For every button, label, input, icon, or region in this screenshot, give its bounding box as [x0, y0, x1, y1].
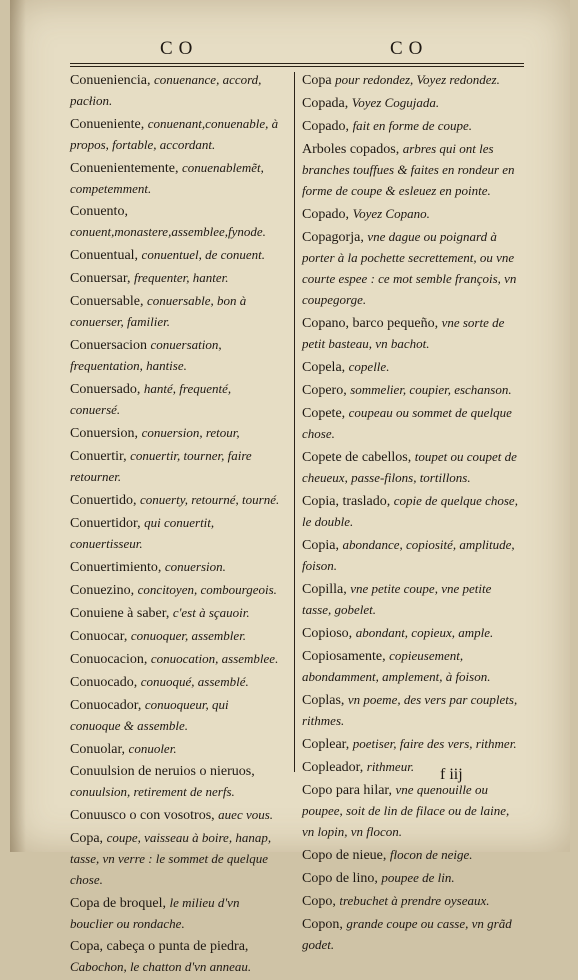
entry-headword: Conuertidor, — [70, 516, 145, 531]
dictionary-entry — [302, 227, 520, 311]
dictionary-entry — [302, 757, 520, 778]
dictionary-page — [10, 0, 570, 974]
entry-headword: Copleador, — [302, 760, 367, 775]
entry-headword: Copado, — [302, 119, 353, 134]
entry-headword: Copado, — [302, 207, 353, 222]
entry-headword: Copa, — [70, 831, 107, 846]
right-column — [302, 70, 520, 958]
dictionary-entry — [70, 245, 282, 266]
dictionary-entry — [70, 649, 282, 670]
entry-definition: pour redondez, Voyez redondez. — [335, 72, 500, 87]
entry-headword: Coplas, — [302, 693, 348, 708]
entry-headword: Conuertido, — [70, 493, 140, 508]
dictionary-entry — [70, 828, 282, 891]
entry-headword: Copano, barco pequeño, — [302, 316, 442, 331]
entry-headword: Copilla, — [302, 582, 351, 597]
entry-definition: conuersable, bon à conuerser, familier. — [70, 293, 247, 329]
dictionary-entry — [70, 557, 282, 578]
entry-definition: conuent,monastere,assemblee,fynode. — [70, 224, 266, 239]
entry-headword: Copete, — [302, 406, 349, 421]
entry-definition: toupet ou coupet de cheueux, passe-filons, tortillons. — [302, 449, 517, 485]
entry-definition: copie de quelque chose, le double. — [302, 493, 518, 529]
entry-headword: Copada, — [302, 96, 352, 111]
dictionary-entry — [302, 579, 520, 621]
entry-headword: Conuersado, — [70, 382, 144, 397]
entry-headword: Conuusco o con vosotros, — [70, 808, 219, 823]
entry-headword: Copo para hilar, — [302, 783, 396, 798]
entry-headword: Conuocado, — [70, 675, 141, 690]
dictionary-entry — [302, 734, 520, 755]
entry-definition: conuoler. — [128, 741, 177, 756]
entry-headword: Conuersable, — [70, 294, 147, 309]
dictionary-entry — [70, 114, 282, 156]
entry-definition: conuertir, tourner, faire retourner. — [70, 448, 252, 484]
dictionary-entry — [302, 845, 520, 866]
dictionary-entry — [70, 158, 282, 200]
entry-headword: Copon, — [302, 917, 347, 932]
dictionary-entry — [70, 762, 282, 803]
dictionary-entry — [302, 690, 520, 732]
entry-headword: Conuezino, — [70, 583, 138, 598]
dictionary-entry — [302, 535, 520, 577]
entry-definition: vn poeme, des vers par couplets, rithmes. — [302, 692, 518, 728]
entry-definition: Voyez Copano. — [352, 206, 430, 221]
entry-headword: Conuentual, — [70, 248, 142, 263]
entry-definition: abondance, copiosité, amplitude, foison. — [302, 537, 515, 573]
entry-headword: Copero, — [302, 383, 351, 398]
entry-definition: conuersion, retour, — [141, 425, 240, 440]
dictionary-entry — [70, 70, 282, 112]
entry-headword: Copo de lino, — [302, 871, 382, 886]
entry-definition: conuoqué, assemblé. — [140, 674, 249, 689]
entry-definition: abondant, copieux, ample. — [355, 625, 494, 640]
entry-definition: sommelier, coupier, eschanson. — [350, 382, 512, 397]
entry-definition: conuocation, assemblee. — [150, 651, 279, 666]
entry-definition: conuulsion, retirement de nerfs. — [70, 784, 235, 799]
entry-definition: coupe, vaisseau à boire, hanap, tasse, vn verre : le sommet de quelque chose. — [70, 830, 272, 887]
running-head-left: CO — [160, 38, 199, 59]
dictionary-entry — [302, 380, 520, 401]
dictionary-entry — [302, 139, 520, 202]
dictionary-entry — [70, 580, 282, 601]
entry-definition: vne sorte de petit basteau, vn bachot. — [302, 315, 505, 351]
entry-definition: vne petite coupe, vne petite tasse, gobelet. — [302, 581, 492, 617]
dictionary-entry — [302, 623, 520, 644]
dictionary-entry — [302, 447, 520, 489]
entry-headword: Conuocador, — [70, 698, 145, 713]
entry-definition: poetiser, faire des vers, rithmer. — [352, 736, 517, 751]
column-divider — [294, 72, 295, 772]
dictionary-entry — [302, 403, 520, 445]
entry-definition: vne dague ou poignard à porter à la pochette secrettement, ou vne courte espee : ce mot semble françois, vn coupegorge. — [302, 229, 517, 307]
entry-headword: Copia, — [302, 538, 343, 553]
entry-headword: Copagorja, — [302, 230, 368, 245]
dictionary-entry — [70, 739, 282, 760]
entry-definition: poupee de lin. — [381, 870, 455, 885]
entry-headword: Copa, cabeça o punta de piedra, — [70, 939, 249, 954]
dictionary-entry — [70, 513, 282, 555]
dictionary-entry — [302, 891, 520, 912]
entry-definition: auec vous. — [218, 807, 274, 822]
entry-definition: rithmeur. — [366, 759, 415, 774]
dictionary-entry — [70, 291, 282, 333]
entry-headword: Copa — [302, 73, 336, 88]
entry-definition: conuenance, accord, pacłion. — [70, 72, 262, 108]
entry-definition: conuoqueur, qui conuoque & assemble. — [70, 697, 229, 733]
dictionary-entry — [302, 780, 520, 843]
dictionary-entry — [70, 603, 282, 624]
entry-definition: c'est à sçauoir. — [172, 605, 250, 620]
dictionary-entry — [70, 893, 282, 935]
dictionary-entry — [302, 491, 520, 533]
entry-definition: conuersation, frequentation, hantise. — [70, 337, 222, 373]
dictionary-entry — [70, 268, 282, 289]
entry-headword: Conuersion, — [70, 426, 142, 441]
entry-headword: Copo, — [302, 894, 340, 909]
running-head-right: CO — [390, 38, 429, 59]
entry-headword: Conueniente, — [70, 117, 148, 132]
dictionary-entry — [70, 695, 282, 737]
entry-definition: le milieu d'vn bouclier ou rondache. — [70, 895, 240, 931]
entry-definition: grande coupe ou casse, vn grãd godet. — [302, 916, 512, 952]
dictionary-entry — [70, 423, 282, 444]
entry-definition: conuenant,conuenable, à propos, fortable, accordant. — [70, 116, 279, 152]
entry-headword: Conuersacion — [70, 338, 151, 353]
entry-definition: conuenablemẽt, competemment. — [70, 160, 264, 196]
entry-definition: qui conuertit, conuertisseur. — [70, 515, 215, 551]
entry-headword: Conuiene à saber, — [70, 606, 173, 621]
dictionary-entry — [302, 70, 520, 91]
entry-definition: hanté, frequenté, conuersé. — [70, 381, 232, 417]
entry-definition: fait en forme de coupe. — [352, 118, 473, 133]
entry-definition: Cabochon, le chatton d'vn anneau. — [70, 959, 252, 974]
entry-definition: concitoyen, combourgeois. — [137, 582, 277, 597]
entry-headword: Conuersar, — [70, 271, 134, 286]
dictionary-entry — [70, 202, 282, 243]
signature-mark: f iij — [440, 766, 463, 783]
entry-definition: copelle. — [348, 359, 390, 374]
entry-headword: Copia, traslado, — [302, 494, 394, 509]
entry-headword: Copioso, — [302, 626, 356, 641]
entry-definition: frequenter, hanter. — [133, 270, 229, 285]
entry-headword: Arboles copados, — [302, 142, 403, 157]
dictionary-entry — [70, 490, 282, 511]
entry-headword: Conuocacion, — [70, 652, 151, 667]
dictionary-entry — [70, 335, 282, 377]
dictionary-entry — [70, 937, 282, 978]
dictionary-entry — [302, 914, 520, 956]
entry-definition: Voyez Cogujada. — [351, 95, 440, 110]
entry-headword: Conuertimiento, — [70, 560, 165, 575]
dictionary-entry — [70, 446, 282, 488]
entry-definition: arbres qui ont les branches touffues & faites en rondeur en forme de coupe & esleuez en pointe. — [302, 141, 515, 198]
entry-definition: conuersion. — [164, 559, 226, 574]
entry-headword: Conuento, — [70, 204, 128, 219]
entry-headword: Copa de broquel, — [70, 896, 170, 911]
entry-headword: Copete de cabellos, — [302, 450, 415, 465]
entry-headword: Copela, — [302, 360, 349, 375]
entry-definition: copieusement, abondamment, amplement, à foison. — [302, 648, 491, 684]
entry-headword: Conuulsion de neruios o nieruos, — [70, 764, 255, 779]
entry-headword: Copo de nieue, — [302, 848, 390, 863]
entry-headword: Conuenientemente, — [70, 161, 182, 176]
left-column — [70, 70, 282, 980]
entry-headword: Conuertir, — [70, 449, 131, 464]
entry-definition: coupeau ou sommet de quelque chose. — [302, 405, 512, 441]
entry-definition: conuerty, retourné, tourné. — [140, 492, 280, 507]
dictionary-entry — [70, 626, 282, 647]
dictionary-entry — [302, 313, 520, 355]
dictionary-entry — [70, 672, 282, 693]
entry-definition: trebuchet à prendre oyseaux. — [339, 893, 490, 908]
entry-headword: Conueniencia, — [70, 73, 154, 88]
dictionary-entry — [302, 868, 520, 889]
dictionary-entry — [302, 646, 520, 688]
dictionary-entry — [70, 379, 282, 421]
entry-definition: vne quenouille ou poupee, soit de lin de filace ou de laine, vn lopin, vn flocon. — [302, 782, 510, 839]
entry-headword: Coplear, — [302, 737, 353, 752]
dictionary-entry — [302, 116, 520, 137]
entry-definition: flocon de neige. — [389, 847, 473, 862]
entry-definition: conuoquer, assembler. — [130, 628, 247, 643]
dictionary-entry — [302, 357, 520, 378]
dictionary-entry — [70, 805, 282, 826]
entry-definition: conuentuel, de conuent. — [141, 247, 266, 262]
entry-headword: Conuolar, — [70, 742, 129, 757]
dictionary-entry — [302, 204, 520, 225]
entry-headword: Conuocar, — [70, 629, 131, 644]
entry-headword: Copiosamente, — [302, 649, 390, 664]
header-rule — [70, 63, 524, 64]
dictionary-entry — [302, 93, 520, 114]
